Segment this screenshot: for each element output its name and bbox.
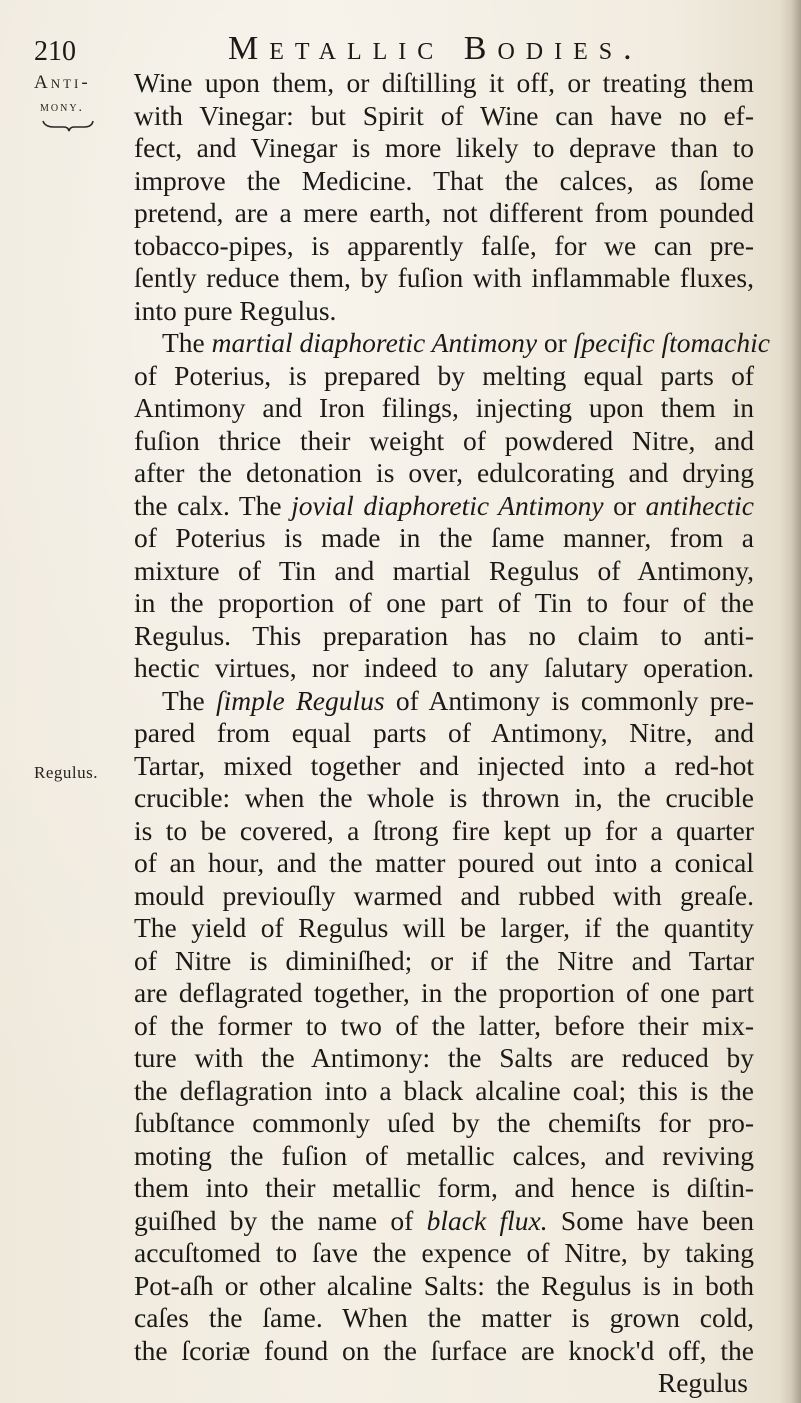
text-segment: The [162,684,216,716]
text-line: the deflagration into a black alcaline coal; this is the [134,1074,754,1106]
catchword: Regulus [657,1367,748,1398]
italic-term: black flux. [426,1204,548,1236]
text-line: mould previouſly warmed and rubbed with greaſe. [134,879,754,911]
text-segment: of Antimony is commonly pre- [384,684,754,716]
margin-note-regulus: Regulus. [34,763,98,782]
text-line: fuſion thrice their weight of powdered Nitre, and [134,424,754,456]
margin-brace-icon [42,120,94,132]
text-line: Pot-aſh or other alcaline Salts: the Regulus is in both [134,1269,754,1301]
text-line: after the detonation is over, edulcorating and drying [134,457,754,488]
text-line: Antimony and Iron filings, injecting upon them in [134,392,754,423]
margin-note-mony: mony. [40,100,85,115]
text-segment: the calx. The [134,489,292,521]
body-text [134,67,770,1400]
text-line: ſubſtance commonly uſed by the chemiſts for pro- [134,1107,754,1138]
text-line: pared from equal parts of Antimony, Nitre, and [134,717,754,748]
text-line: improve the Medicine. That the calces, as ſome [134,164,754,196]
text-line: tobacco-pipes, is apparently falſe, for we can pre- [134,229,754,261]
margin-note-anti: Anti- [34,72,91,93]
text-line: are deflagrated together, in the proportion of one part [134,977,754,1008]
text-line: with Vinegar: but Spirit of Wine can have no ef- [134,99,754,131]
text-line: of Poterius is made in the ſame manner, from a [134,522,754,553]
text-segment: or [603,489,646,521]
text-line: into pure Regulus. [134,294,337,326]
text-line: the ſcoriæ found on the ſurface are knock'd off, the [134,1334,754,1366]
text-line: hectic virtues, nor indeed to any ſalutary operation. [134,652,754,683]
text-line: of Nitre is diminiſhed; or if the Nitre and Tartar [134,944,754,976]
italic-term: ſpecific ſtomachic [573,327,770,358]
running-title: Metallic Bodies. [228,30,643,67]
italic-term: antihectic [645,489,754,521]
text-line: pretend, are a mere earth, not different from pounded [134,197,754,228]
text-line [134,1205,754,1238]
text-line: The yield of Regulus will be larger, if the quantity [134,912,754,943]
text-line: caſes the ſame. When the matter is grown cold, [134,1302,754,1333]
text-line [134,685,754,718]
italic-term: jovial diaphoretic Antimony [291,489,604,521]
text-line: Wine upon them, or diſtilling it off, or treating them [134,67,754,98]
text-line: mixture of Tin and martial Regulus of Antimony, [134,554,754,586]
text-line: is to be covered, a ſtrong fire kept up for a quarter [134,814,754,846]
text-line: ture with the Antimony: the Salts are reduced by [134,1042,754,1073]
text-line: Regulus. This preparation has no claim to anti- [134,619,754,651]
text-line: moting the fuſion of metallic calces, and reviving [134,1139,754,1171]
text-segment: or [537,327,574,358]
text-line: of an hour, and the matter poured out into a conical [134,847,754,878]
italic-term: ſimple Regulus [216,684,385,716]
text-line [134,327,770,360]
page-header [34,30,774,70]
text-line: of the former to two of the latter, before their mix- [134,1009,754,1041]
text-segment: guiſhed by the name of [134,1204,427,1236]
text-line: Tartar, mixed together and injected into a red-hot [134,749,754,781]
page-edge-shadow [779,0,801,1403]
italic-term: martial diaphoretic Antimony [211,327,538,358]
text-line: fect, and Vinegar is more likely to deprave than to [134,132,754,163]
text-segment: Some have been [547,1204,754,1236]
text-line: in the proportion of one part of Tin to four of the [134,587,754,618]
text-line: accuſtomed to ſave the expence of Nitre, by taking [134,1237,754,1268]
text-line [134,490,754,523]
text-line: of Poterius, is prepared by melting equal parts of [134,359,754,391]
text-line: them into their metallic form, and hence is diſtin- [134,1172,754,1203]
text-segment: The [162,327,212,358]
text-line: crucible: when the whole is thrown in, the crucible [134,782,754,813]
text-line: ſently reduce them, by fuſion with inflammable fluxes, [134,262,754,293]
page-number: 210 [34,36,76,67]
